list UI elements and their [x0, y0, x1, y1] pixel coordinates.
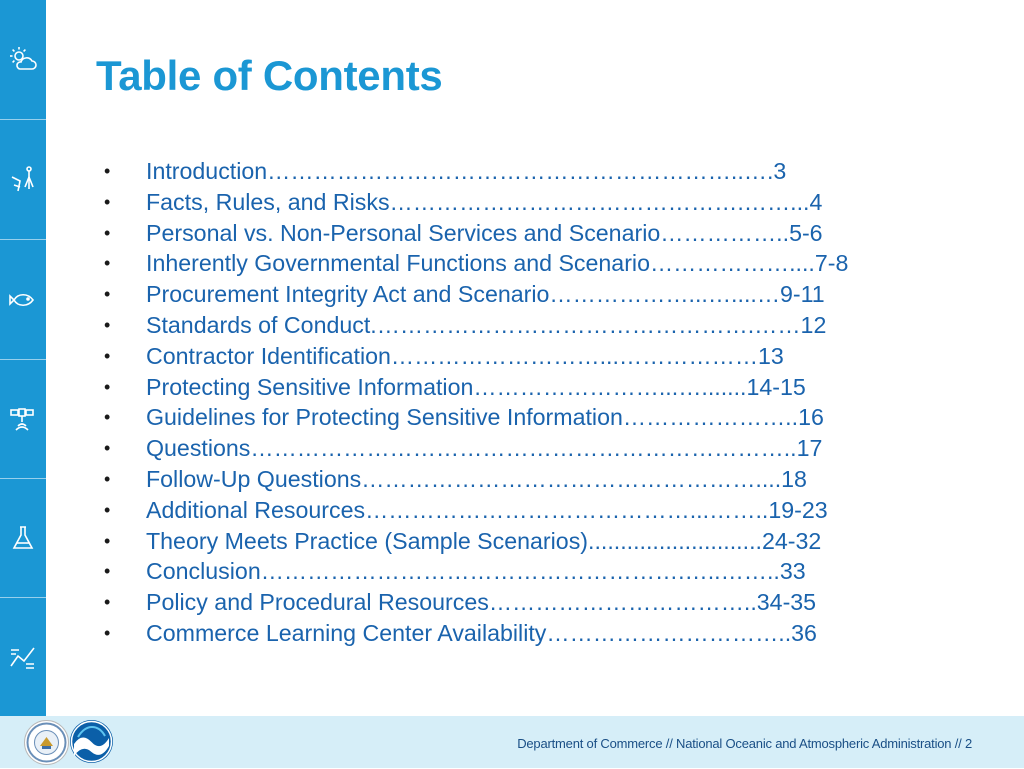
list-item: • Questions……………………………………………………………..17	[104, 435, 823, 462]
list-item: • Standards of Conduct.………………………………………….……12	[104, 311, 827, 338]
list-item: • Follow-Up Questions……………………………………………....18	[104, 465, 807, 492]
list-item: • Facts, Rules, and Risks……………………………………….……...4	[104, 188, 823, 215]
toc-item-text: Facts, Rules, and Risks……………………………………….……...4	[146, 188, 823, 215]
satellite-icon	[0, 359, 46, 479]
toc-item-text: Commerce Learning Center Availability…………………………..36	[146, 619, 817, 646]
fish-icon	[0, 240, 46, 360]
toc-item-text: Protecting Sensitive Information……………………...….......14-15	[146, 373, 806, 400]
toc-item-text: Theory Meets Practice (Sample Scenarios)...........................24-32	[146, 527, 822, 554]
list-item: • Conclusion……………………………………………….…..……..33	[104, 558, 806, 585]
list-item: • Procurement Integrity Act and Scenario………………...…....…9-11	[104, 281, 825, 308]
weather-icon	[0, 0, 46, 120]
flask-icon	[0, 478, 46, 598]
toc-item-text: Inherently Governmental Functions and Scenario………………....7-8	[146, 250, 849, 277]
footer	[0, 716, 1024, 768]
toc-item-text: Contractor Identification………………………...………………13	[146, 342, 784, 369]
surveyor-icon	[0, 120, 46, 240]
toc-list	[104, 156, 924, 649]
list-item: • Policy and Procedural Resources……………………………..34-35	[104, 589, 817, 616]
list-item: • Commerce Learning Center Availability…………………………..36	[104, 619, 817, 646]
list-item: • Inherently Governmental Functions and Scenario………………....7-8	[104, 250, 849, 277]
list-item: • Contractor Identification………………………...………………13	[104, 342, 784, 369]
list-item: • Additional Resources……………………………………...……..19-23	[104, 496, 828, 523]
footer-text: Department of Commerce // National Oceanic and Atmospheric Administration // 2	[517, 736, 972, 751]
toc-item-text: Guidelines for Protecting Sensitive Information…………………..16	[146, 404, 824, 431]
toc-item-text: Additional Resources……………………………………...……..19-23	[146, 496, 828, 523]
toc-item-text: Policy and Procedural Resources……………………………..34-35	[146, 589, 817, 616]
toc-item-text: Follow-Up Questions……………………………………………....18	[146, 465, 807, 492]
list-item: • Personal vs. Non-Personal Services and Scenario……………..5-6	[104, 219, 823, 246]
toc-item-text: Conclusion……………………………………………….…..……..33	[146, 558, 806, 585]
list-item: • Introduction……………………………………………………..….3	[104, 158, 787, 184]
list-item: • Protecting Sensitive Information……………………...….......14-15	[104, 373, 806, 400]
toc-item-text: Standards of Conduct.………………………………………….……12	[146, 311, 827, 338]
toc-item-text: Introduction……………………………………………………..….3	[146, 158, 787, 184]
left-icon-rail	[0, 0, 46, 716]
list-item: • Theory Meets Practice (Sample Scenarios)...........................24-32	[104, 527, 822, 554]
chart-icon	[0, 597, 46, 717]
toc-item-text: Personal vs. Non-Personal Services and Scenario……………..5-6	[146, 219, 823, 246]
page-title: Table of Contents	[96, 52, 443, 99]
list-item: • Guidelines for Protecting Sensitive Information…………………..16	[104, 404, 824, 431]
commerce-seal-logo	[24, 720, 69, 765]
noaa-logo	[70, 720, 113, 763]
toc-item-text: Procurement Integrity Act and Scenario………………...…....…9-11	[146, 281, 825, 308]
toc-item-text: Questions……………………………………………………………..17	[146, 435, 823, 462]
